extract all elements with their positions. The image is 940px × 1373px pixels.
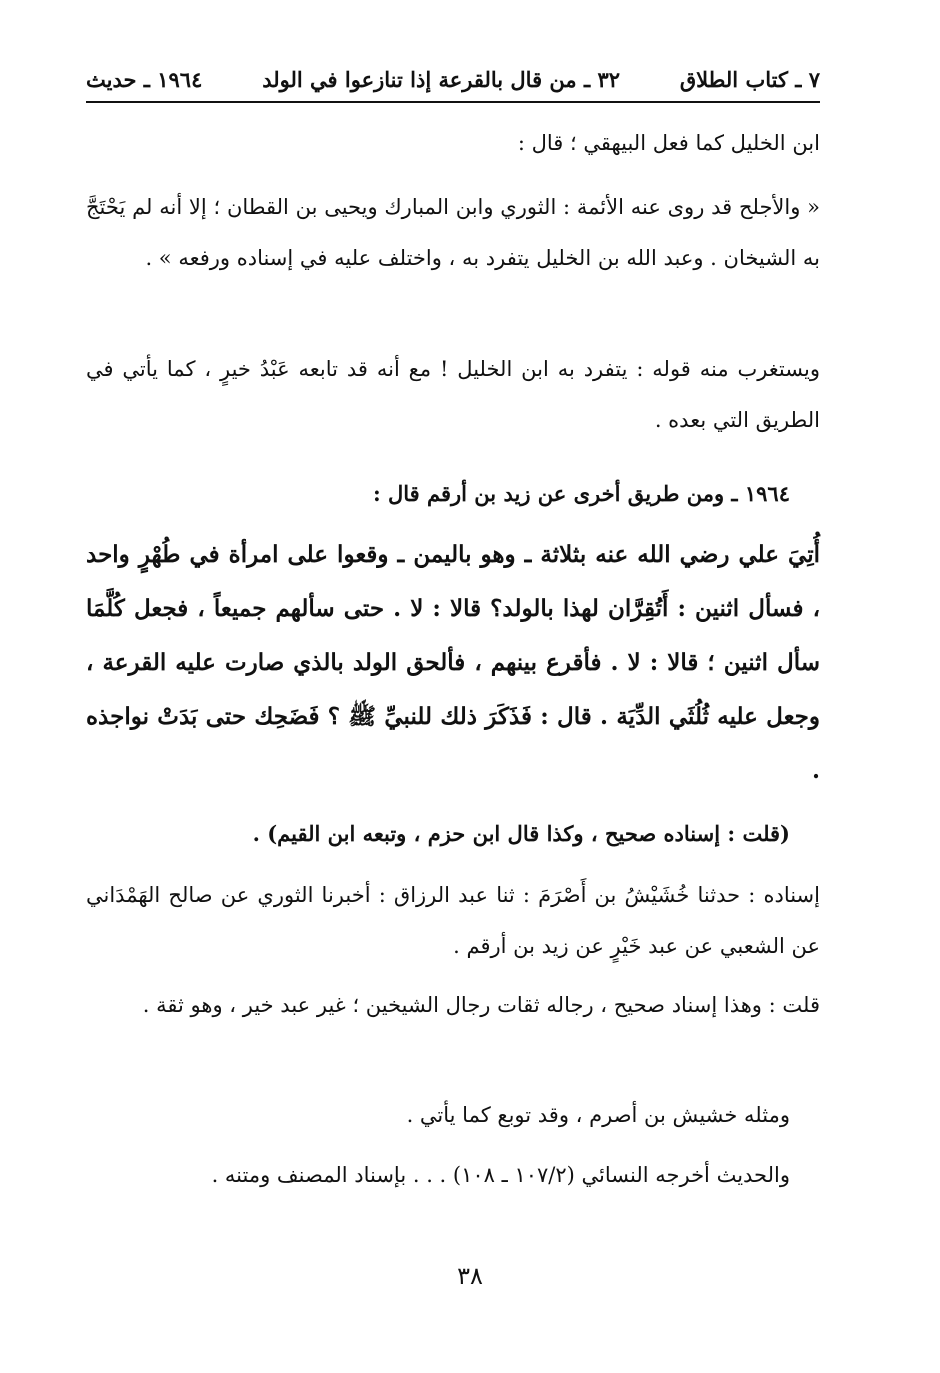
note-paragraph-3: والحديث أخرجه النسائي (١٠٧/٢ ـ ١٠٨) . . . بإسناد المصنف ومتنه .: [211, 1163, 790, 1187]
paragraph-quote: « والأجلح قد روى عنه الأئمة : الثوري وابن المبارك ويحيى بن القطان ؛ إلا أنه لم يَحْتَجَّ به الشيخان . وعبد الله بن الخليل يتفرد به ، واختلف عليه في إسناده ورفعه » .: [86, 195, 820, 270]
isnad-paragraph: إسناده : حدثنا خُشَيْشُ بن أَصْرَمَ : ثنا عبد الرزاق : أخبرنا الثوري عن صالح الهَمْدَاني عن الشعبي عن عبد خَيْرٍ عن زيد بن أرقم .: [86, 883, 820, 958]
page-number: ٣٨: [457, 1262, 483, 1290]
hadith-text: أُتِيَ علي رضي الله عنه بثلاثة ـ وهو باليمن ـ وقعوا على امرأة في طُهْرٍ واحد ، فسأل اثنين : أَتُقِرَّان لهذا بالولد؟ قالا : لا . حتى سألهم جميعاً ، فجعل كُلَّمَا سأل اثنين ؛ قالا : لا . فأقرع بينهم ، فألحق الولد بالذي صارت عليه القرعة ، وجعل عليه ثُلُثَي الدِّيَة . قال : فَذَكَرَ ذلك للنبيِّ ﷺ ؟ فَضَحِك حتى بَدَتْ نواجذه .: [86, 541, 820, 784]
header-chapter: ٧ ـ كتاب الطلاق: [679, 66, 820, 92]
running-header: [86, 62, 820, 96]
header-hadith-number: ١٩٦٤ ـ حديث: [86, 66, 203, 92]
note-paragraph-2: ومثله خشيش بن أصرم ، وقد توبع كما يأتي .: [406, 1103, 790, 1127]
grading-note: (قلت : إسناده صحيح ، وكذا قال ابن حزم ، وتبعه ابن القيم) .: [252, 821, 790, 846]
header-section: ٣٢ ـ من قال بالقرعة إذا تنازعوا في الولد: [262, 66, 620, 92]
note-paragraph-1: قلت : وهذا إسناد صحيح ، رجاله ثقات رجال الشيخين ؛ غير عبد خير ، وهو ثقة .: [142, 993, 820, 1017]
paragraph-intro: ابن الخليل كما فعل البيهقي ؛ قال :: [517, 131, 820, 155]
hadith-title: ١٩٦٤ ـ ومن طريق أخرى عن زيد بن أرقم قال :: [372, 481, 790, 506]
paragraph-remark: ويستغرب منه قوله : يتفرد به ابن الخليل ! مع أنه قد تابعه عَبْدُ خيرٍ ، كما يأتي في الطريق التي بعده .: [86, 357, 820, 432]
header-rule: [86, 101, 820, 103]
